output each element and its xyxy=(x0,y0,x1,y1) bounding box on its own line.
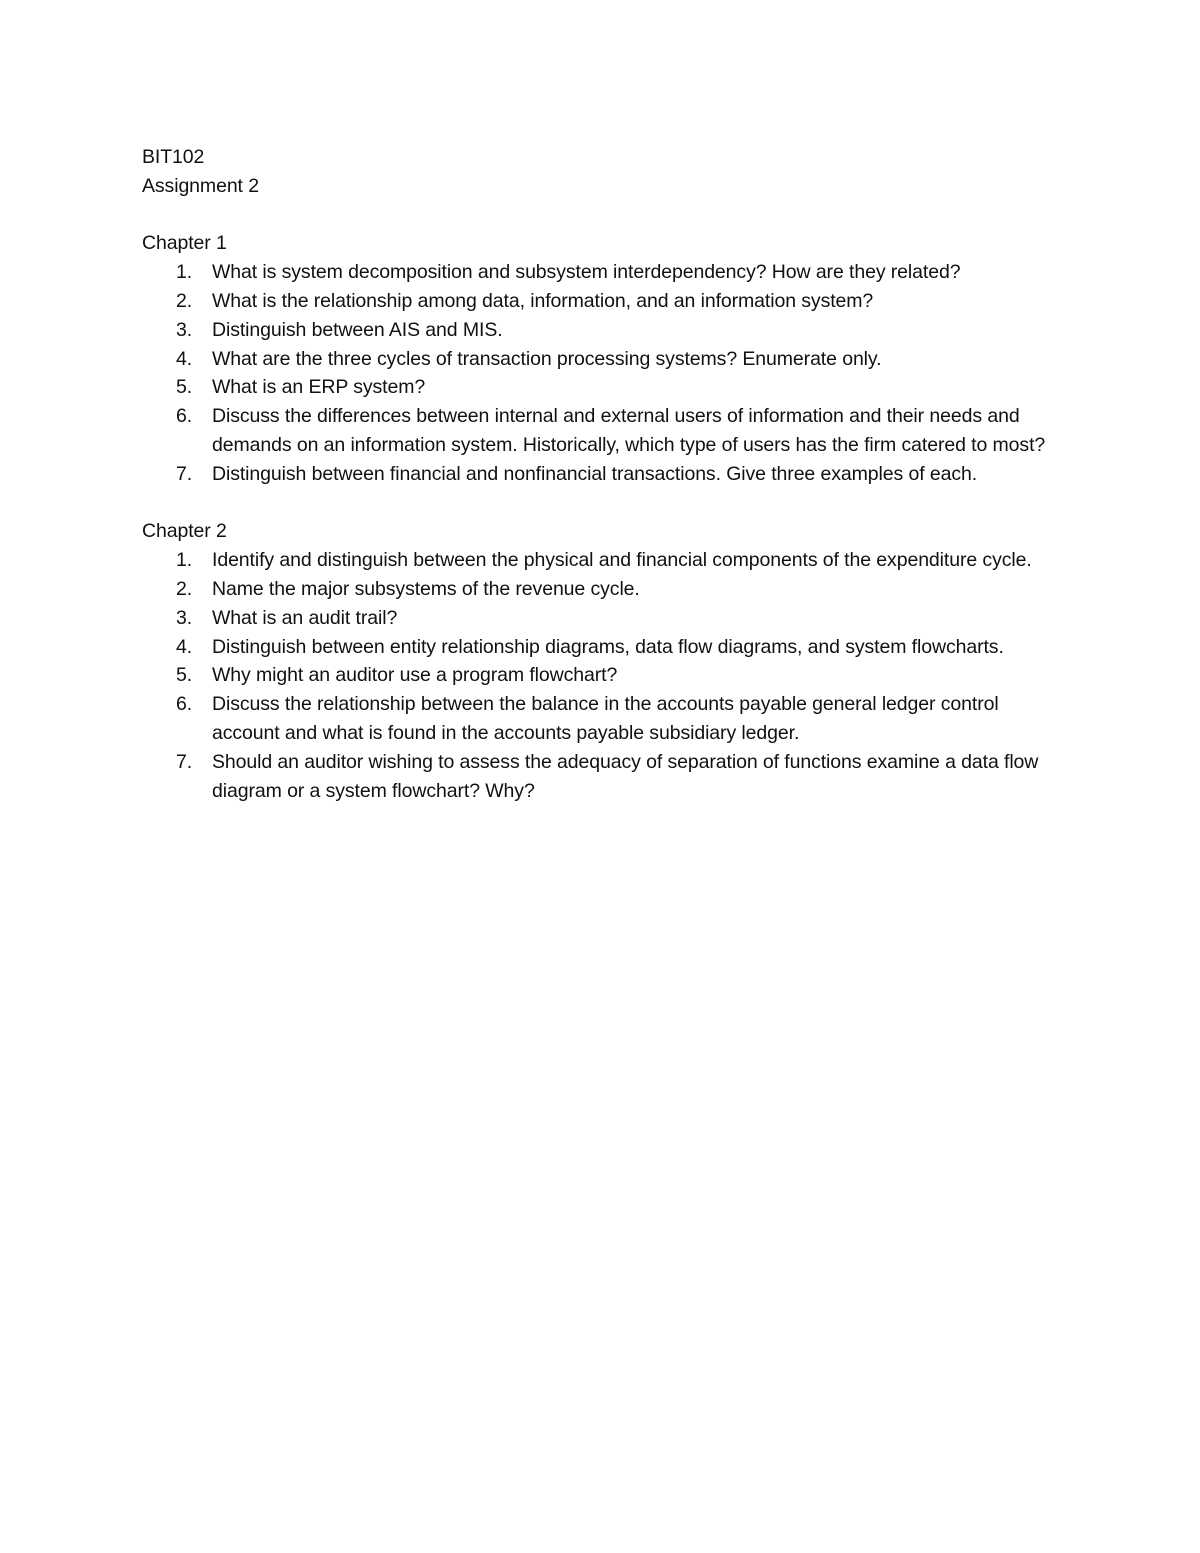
assignment-title: Assignment 2 xyxy=(142,174,259,197)
question-item xyxy=(142,373,1062,402)
question-item xyxy=(142,460,1062,489)
spacer xyxy=(142,201,1062,230)
chapter-1-section xyxy=(142,229,1062,488)
question-text: What is an ERP system? xyxy=(212,376,426,399)
question-text: Distinguish between financial and nonfinancial transactions. Give three examples of each. xyxy=(212,462,978,485)
question-item xyxy=(142,345,1062,374)
question-item xyxy=(142,546,1062,575)
question-text: Should an auditor wishing to assess the adequacy of separation of functions examine a data flow diagram or a system flowchart? Why? xyxy=(212,750,1039,802)
question-text: Discuss the differences between internal and external users of information and their needs and demands on an information system. Historically, which type of users has the firm catered to most? xyxy=(212,405,1046,456)
chapter-2-section xyxy=(142,517,1062,805)
question-number: 2. xyxy=(176,289,193,312)
question-number: 3. xyxy=(176,318,193,341)
question-number: 7. xyxy=(176,462,193,485)
question-list xyxy=(142,258,1062,488)
question-number: 5. xyxy=(176,664,193,687)
question-number: 5. xyxy=(176,376,193,399)
question-number: 3. xyxy=(176,606,193,629)
question-item xyxy=(142,661,1062,690)
course-code: BIT102 xyxy=(142,146,205,168)
question-number: 4. xyxy=(176,347,193,370)
question-text: Identify and distinguish between the physical and financial components of the expenditure cycle. xyxy=(212,549,1032,572)
question-number: 6. xyxy=(176,405,193,428)
question-item xyxy=(142,316,1062,345)
chapter-heading: Chapter 1 xyxy=(142,232,227,255)
question-text: Distinguish between AIS and MIS. xyxy=(212,318,503,341)
question-number: 4. xyxy=(176,635,193,658)
question-text: What is system decomposition and subsystem interdependency? How are they related? xyxy=(212,261,961,284)
question-text: Distinguish between entity relationship diagrams, data flow diagrams, and system flowcharts. xyxy=(212,635,1004,658)
question-text: Why might an auditor use a program flowchart? xyxy=(212,664,618,687)
question-text: What is an audit trail? xyxy=(212,606,398,629)
question-item xyxy=(142,258,1062,287)
question-item xyxy=(142,690,1062,748)
question-number: 6. xyxy=(176,693,193,716)
spacer xyxy=(142,489,1062,518)
question-item xyxy=(142,575,1062,604)
question-text: What are the three cycles of transaction processing systems? Enumerate only. xyxy=(212,347,882,370)
question-item xyxy=(142,287,1062,316)
question-list xyxy=(142,546,1062,805)
question-text: Discuss the relationship between the balance in the accounts payable general ledger control account and what is found in the accounts payable subsidiary ledger. xyxy=(212,693,999,744)
question-number: 1. xyxy=(176,261,193,284)
question-number: 1. xyxy=(176,549,193,572)
question-item xyxy=(142,402,1062,460)
question-item xyxy=(142,748,1062,806)
chapter-heading: Chapter 2 xyxy=(142,520,227,543)
document-body xyxy=(142,143,1062,805)
question-number: 7. xyxy=(176,750,193,773)
question-item xyxy=(142,633,1062,662)
question-text: What is the relationship among data, information, and an information system? xyxy=(212,289,874,312)
question-text: Name the major subsystems of the revenue cycle. xyxy=(212,577,640,600)
question-item xyxy=(142,604,1062,633)
question-number: 2. xyxy=(176,577,193,600)
